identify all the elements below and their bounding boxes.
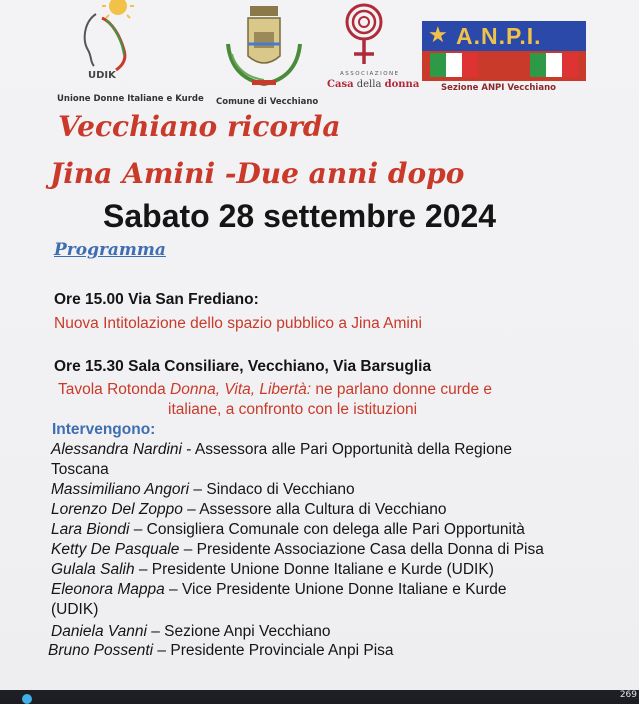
udik-caption: Unione Donne Italiane e Kurde [57, 94, 204, 104]
title-line-2: Jina Amini -Due anni dopo [50, 157, 465, 190]
event-2-desc-c: ne parlano donne curde e [311, 381, 493, 398]
speaker-name: Lara Biondi [51, 521, 130, 538]
casa-name-mid: della [353, 79, 385, 90]
udik-logo [72, 0, 142, 92]
speaker-line [51, 541, 544, 559]
speaker-name: Daniela Vanni [51, 623, 147, 640]
speaker-role: (UDIK) [51, 601, 99, 618]
speaker-role: – Presidente Unione Donne Italiane e Kurde (UDIK) [134, 561, 494, 578]
intervengono-label: Intervengono: [52, 421, 156, 438]
flag-right [530, 53, 578, 77]
taskbar-number: 269 [619, 690, 637, 700]
speaker-line [48, 642, 394, 660]
casa-small-text: ASSOCIAZIONE [340, 71, 400, 77]
casa-name [327, 79, 419, 90]
anpi-caption: Sezione ANPI Vecchiano [441, 83, 556, 93]
speaker-line [51, 521, 525, 539]
comune-crest [222, 4, 306, 92]
speaker-name: Eleonora Mappa [51, 581, 165, 598]
speaker-name: Alessandra Nardini [51, 441, 182, 458]
speaker-role: – Vice Presidente Unione Donne Italiane e Kurde [164, 581, 507, 598]
speaker-role: – Presidente Provinciale Anpi Pisa [153, 642, 394, 659]
udik-logo-text: UDIK [88, 70, 116, 81]
speaker-line [51, 623, 331, 641]
speaker-line [51, 581, 507, 599]
female-symbol-icon [336, 2, 406, 72]
taskbar [0, 690, 639, 700]
udik-profile-icon [72, 0, 142, 75]
event-2-desc [58, 381, 492, 399]
speaker-line [51, 481, 355, 499]
anpi-logo [422, 21, 586, 81]
speaker-line [51, 501, 447, 519]
event-2-desc-b: Donna, Vita, Libertà: [170, 381, 312, 398]
speaker-name: Bruno Possenti [48, 642, 154, 659]
speaker-line [51, 441, 512, 459]
event-1-time: Ore 15.00 Via San Frediano: [54, 291, 259, 308]
casa-name-prefix: Casa [327, 79, 354, 90]
speaker-role: – Assessore alla Cultura di Vecchiano [182, 501, 447, 518]
programma-heading: Programma [54, 240, 166, 260]
flag-left [430, 53, 478, 77]
event-1-desc: Nuova Intitolazione dello spazio pubblico a Jina Amini [54, 315, 422, 332]
speaker-role: – Sezione Anpi Vecchiano [146, 623, 331, 640]
speaker-name: Gulala Salih [51, 561, 135, 578]
casa-name-suffix: donna [384, 79, 420, 90]
speaker-role: – Consigliera Comunale con delega alle Pari Opportunità [129, 521, 525, 538]
crest-icon [222, 4, 306, 92]
speaker-role: - Assessora alle Pari Opportunità della Regione [181, 441, 512, 458]
title-line-1: Vecchiano ricorda [58, 110, 341, 143]
speaker-name: Ketty De Pasquale [51, 541, 180, 558]
star-icon: ★ [428, 23, 448, 48]
event-2-time: Ore 15.30 Sala Consiliare, Vecchiano, Via Barsuglia [54, 358, 432, 375]
event-2-desc-line2: italiane, a confronto con le istituzioni [168, 401, 418, 418]
start-icon[interactable] [22, 694, 32, 704]
speaker-name: Lorenzo Del Zoppo [51, 501, 183, 518]
speaker-line [51, 561, 494, 579]
speaker-line [51, 461, 109, 479]
comune-caption: Comune di Vecchiano [216, 97, 319, 107]
event-date: Sabato 28 settembre 2024 [103, 198, 497, 234]
speaker-role: Toscana [51, 461, 109, 478]
event-2-desc-a: Tavola Rotonda [58, 381, 171, 398]
speaker-line [51, 601, 98, 619]
speaker-name: Massimiliano Angori [51, 481, 190, 498]
anpi-text: A.N.P.I. [456, 23, 542, 49]
casa-donna-logo [336, 2, 406, 72]
speaker-role: – Sindaco di Vecchiano [189, 481, 355, 498]
speaker-role: – Presidente Associazione Casa della Donna di Pisa [179, 541, 544, 558]
